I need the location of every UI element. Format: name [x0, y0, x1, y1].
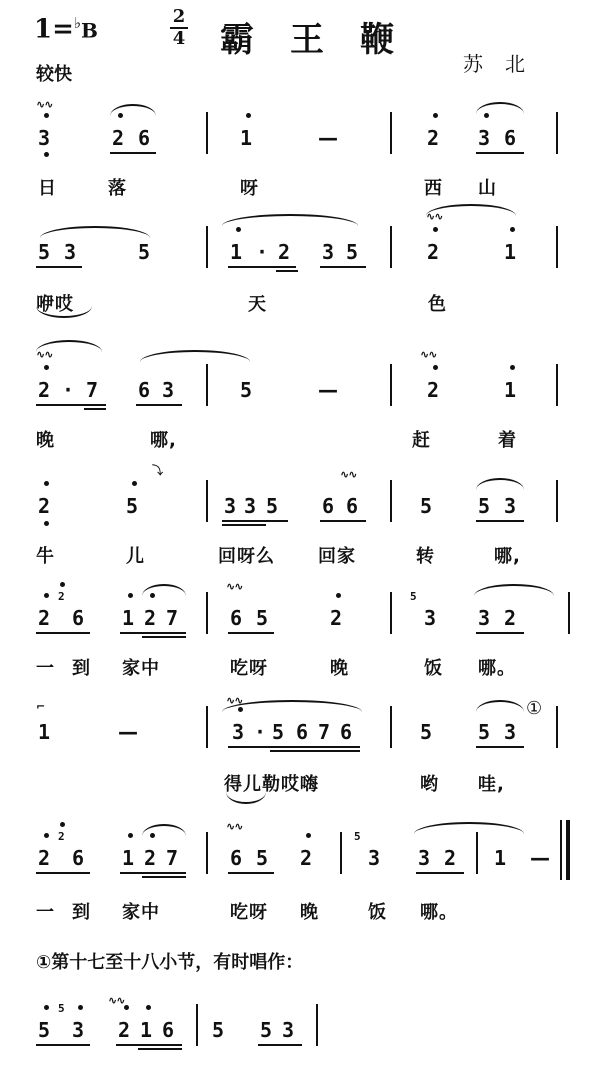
note: 5 [38, 240, 51, 264]
note: 6 [72, 606, 85, 630]
note: 1 [230, 240, 243, 264]
note: 6 [296, 720, 309, 744]
note: · [256, 240, 269, 264]
note: 5 [240, 378, 253, 402]
note: · [254, 720, 267, 744]
note: 6 [322, 494, 335, 518]
note: 2 [38, 378, 51, 402]
region-label: 苏北 [463, 52, 547, 76]
note: 1 [122, 606, 135, 630]
mordent-icon: ∿∿ [340, 468, 357, 481]
mordent-icon: ∿∿ [36, 348, 53, 361]
note: 3 [72, 1018, 85, 1042]
note: 2 [144, 846, 157, 870]
note: 1 [38, 720, 51, 744]
lyric: 家中 [122, 902, 160, 923]
note: 2 [444, 846, 457, 870]
lyric: 哟 [420, 774, 439, 795]
note: 6 [230, 606, 243, 630]
lyric: 回家 [318, 546, 356, 567]
footnote-mark: ① [526, 698, 543, 719]
note: 6 [340, 720, 353, 744]
note: 5 [126, 494, 139, 518]
note: 1 [240, 126, 253, 150]
key-signature [34, 14, 98, 45]
lyric: 得儿勒哎嗨 [224, 774, 319, 795]
note: 7 [166, 606, 179, 630]
note: 7 [86, 378, 99, 402]
note: 5 [266, 494, 279, 518]
time-bottom: 4 [172, 28, 186, 49]
lyric: 哇, [478, 774, 505, 795]
lyric: 晚 [330, 658, 349, 679]
note: 3 [504, 494, 517, 518]
note: 6 [346, 494, 359, 518]
note: 2 [278, 240, 291, 264]
note: 3 [418, 846, 431, 870]
lyric: 哪。 [478, 658, 516, 679]
note: 3 [424, 606, 437, 630]
flat-sign: ♭ [73, 14, 81, 32]
grace-note: 2 [58, 590, 65, 603]
note-dash: — [118, 720, 138, 744]
note: 6 [138, 378, 151, 402]
grace-note: 5 [354, 830, 361, 843]
note: 2 [118, 1018, 131, 1042]
lyric: 一 [36, 658, 55, 679]
note: 2 [300, 846, 313, 870]
lyric: 天 [248, 294, 267, 315]
lyric: 饭 [368, 902, 387, 923]
lyric: 山 [478, 178, 497, 199]
lyric: 一 [36, 902, 55, 923]
mordent-icon: ∿∿ [108, 994, 125, 1007]
lyric: 吃呀 [230, 658, 268, 679]
song-title: 霸王鞭 [220, 20, 430, 60]
note: 1 [504, 378, 517, 402]
note: 3 [368, 846, 381, 870]
note: 2 [427, 126, 440, 150]
mordent-icon: ∿∿ [226, 694, 243, 707]
note: 3 [232, 720, 245, 744]
key-prefix: 1= [34, 14, 74, 45]
lyric: 到 [72, 658, 91, 679]
key-letter: B [80, 18, 98, 43]
note-dash: — [318, 126, 338, 150]
note: 3 [224, 494, 237, 518]
fermata-icon: ⌐ [36, 700, 45, 713]
note: 2 [504, 606, 517, 630]
note-dash: — [530, 846, 550, 870]
note: 3 [478, 126, 491, 150]
time-signature [170, 8, 188, 48]
lyric: 饭 [424, 658, 443, 679]
note: 2 [38, 494, 51, 518]
note: 5 [346, 240, 359, 264]
note: 2 [144, 606, 157, 630]
lyric: 回呀么 [218, 546, 275, 567]
note: 2 [112, 126, 125, 150]
note: 7 [166, 846, 179, 870]
mordent-icon: ∿∿ [420, 348, 437, 361]
note: 3 [64, 240, 77, 264]
note: · [62, 378, 75, 402]
note: 5 [478, 494, 491, 518]
grace-note: 5 [410, 590, 417, 603]
lyric: 落 [108, 178, 127, 199]
turn-arrow-icon: ⤵ [152, 464, 162, 477]
lyric: 晚 [36, 430, 55, 451]
note: 3 [282, 1018, 295, 1042]
lyric: 西 [424, 178, 443, 199]
lyric: 晚 [300, 902, 319, 923]
footnote-text: ①第十七至十八小节，有时唱作： [36, 952, 304, 973]
lyric: 日 [38, 178, 57, 199]
mordent-icon: ∿∿ [226, 820, 243, 833]
note: 5 [420, 720, 433, 744]
lyric: 家中 [122, 658, 160, 679]
mordent-icon: ∿∿ [36, 98, 53, 111]
note: 3 [244, 494, 257, 518]
note: 3 [504, 720, 517, 744]
note: 2 [427, 240, 440, 264]
note: 6 [72, 846, 85, 870]
note: 6 [138, 126, 151, 150]
lyric: 呀 [240, 178, 259, 199]
lyric: 咿哎 [36, 294, 74, 315]
note: 5 [272, 720, 285, 744]
lyric: 哪, [494, 546, 521, 567]
lyric: 赶 [412, 430, 431, 451]
note: 2 [38, 606, 51, 630]
mordent-icon: ∿∿ [426, 210, 443, 223]
note: 1 [494, 846, 507, 870]
note-dash: — [318, 378, 338, 402]
note: 5 [478, 720, 491, 744]
note: 6 [230, 846, 243, 870]
note: 5 [38, 1018, 51, 1042]
note: 5 [256, 846, 269, 870]
note: 5 [138, 240, 151, 264]
lyric: 着 [498, 430, 517, 451]
lyric: 哪。 [420, 902, 458, 923]
note: 2 [427, 378, 440, 402]
note: 2 [330, 606, 343, 630]
lyric: 儿 [126, 546, 145, 567]
lyric: 吃呀 [230, 902, 268, 923]
time-top: 2 [172, 6, 186, 27]
note: 1 [122, 846, 135, 870]
grace-note: 5 [58, 1002, 65, 1015]
note: 3 [478, 606, 491, 630]
note: 6 [504, 126, 517, 150]
grace-note: 2 [58, 830, 65, 843]
note: 5 [420, 494, 433, 518]
note: 1 [140, 1018, 153, 1042]
note: 1 [504, 240, 517, 264]
lyric: 牛 [36, 546, 55, 567]
note: 5 [212, 1018, 225, 1042]
note: 6 [162, 1018, 175, 1042]
tempo-marking: 较快 [36, 64, 72, 85]
note: 7 [318, 720, 331, 744]
note: 5 [256, 606, 269, 630]
lyric: 哪, [150, 430, 177, 451]
note: 2 [38, 846, 51, 870]
note: 3 [162, 378, 175, 402]
lyric: 转 [416, 546, 435, 567]
note: 3 [38, 126, 51, 150]
mordent-icon: ∿∿ [226, 580, 243, 593]
note: 5 [260, 1018, 273, 1042]
lyric: 色 [428, 294, 447, 315]
note: 3 [322, 240, 335, 264]
lyric: 到 [72, 902, 91, 923]
